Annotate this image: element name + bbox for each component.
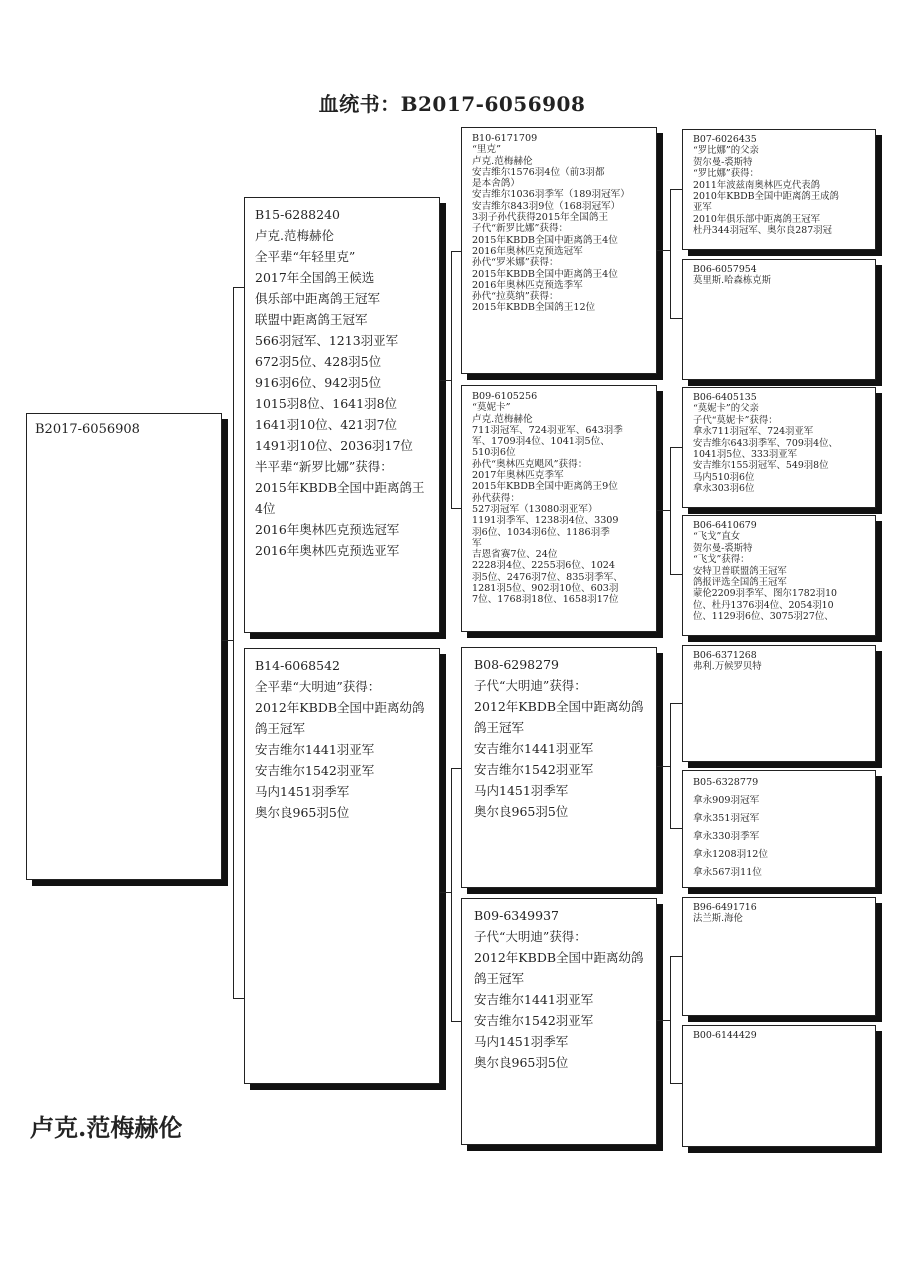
info-line: 贺尔曼-裘斯特 [693, 156, 753, 168]
info-line: 7位、1768羽18位、1658羽17位 [472, 594, 619, 606]
line-ss [657, 250, 670, 251]
info-line: 安吉维尔1542羽亚军 [474, 1013, 594, 1028]
info-line: 安吉维尔1576羽4位（前3羽都 [472, 166, 605, 178]
info-line: 鸽王冠军 [255, 721, 306, 736]
ssd-card [682, 259, 876, 380]
info-line: 2012年KBDB全国中距离幼鸽 [474, 950, 644, 965]
info-line: “莫妮卡” [472, 402, 511, 414]
info-line: 军、1709羽4位、1041羽5位、 [472, 436, 610, 448]
info-line: 安吉维尔1542羽亚军 [255, 763, 375, 778]
info-line: 马内1451羽季军 [255, 784, 350, 799]
line-sd [657, 510, 670, 511]
info-line: 子代“大明迪”获得： [474, 678, 587, 693]
ring-number: B09-6105256 [472, 391, 538, 402]
line-subject [222, 640, 233, 641]
info-line: 1641羽10位、421羽7位 [255, 417, 398, 432]
bracket-ds [670, 703, 682, 829]
info-line: 蒙伦2209羽季军、图尔1782羽10 [693, 588, 838, 600]
line-dd [657, 1020, 670, 1021]
info-line: 奥尔良965羽5位 [255, 805, 350, 820]
info-line: 3羽子孙代获得2015年全国鸽王 [472, 212, 609, 224]
info-line: 527羽冠军（13080羽亚军） [472, 503, 598, 515]
ring-number: B00-6144429 [693, 1030, 757, 1041]
info-line: 鸽王冠军 [474, 720, 525, 735]
info-line: 安吉维尔1542羽亚军 [474, 762, 594, 777]
info-line: 法兰斯.海伦 [693, 913, 743, 925]
info-line: 子代“莫妮卡”获得： [693, 414, 778, 426]
dam-dam-card [461, 898, 657, 1145]
info-line: 军 [472, 537, 482, 549]
info-line: 安特卫普联盟鸽王冠军 [693, 565, 787, 577]
info-line: 拿永1208羽12位 [693, 849, 768, 860]
ring-number: B15-6288240 [255, 207, 340, 222]
dsd-card [682, 770, 876, 888]
info-line: 672羽5位、428羽5位 [255, 354, 382, 369]
sire-dam-card [461, 385, 657, 632]
info-line: 半平辈“新罗比娜”获得： [255, 459, 393, 474]
info-line: 拿永567羽11位 [693, 867, 762, 878]
info-line: 安吉维尔643羽季军、709羽4位、 [693, 437, 838, 449]
info-line: 510羽6位 [472, 447, 516, 459]
info-line: 916羽6位、942羽5位 [255, 375, 382, 390]
info-line: “罗比娜”获得： [693, 168, 759, 180]
info-line: 2015年KBDB全国鸽王12位 [472, 302, 596, 314]
bracket-sd [670, 447, 682, 575]
info-line: 联盟中距离鸽王冠军 [255, 312, 368, 327]
info-line: 全平辈“年轻里克” [255, 249, 356, 264]
bracket-dam [451, 768, 461, 1022]
ring-number: B09-6349937 [474, 908, 559, 923]
info-line: 2017年奥林匹克季军 [472, 470, 564, 482]
info-line: “里克” [472, 144, 501, 156]
info-line: 位、1129羽6位、3075羽27位、 [693, 611, 834, 623]
info-line: 2228羽4位、2255羽6位、1024 [472, 560, 616, 572]
info-line: 位、杜丹1376羽4位、2054羽10 [693, 599, 834, 611]
ring-number: B14-6068542 [255, 658, 340, 673]
bracket-subject [233, 287, 244, 999]
ring-number: B05-6328779 [693, 777, 759, 788]
info-line: 杜丹344羽冠军、奥尔良287羽冠 [693, 225, 832, 237]
info-line: 4位 [255, 501, 276, 516]
owner-name: 卢克.范梅赫伦 [30, 1113, 183, 1142]
info-line: 2016年奥林匹克预选亚军 [255, 543, 400, 558]
info-line: “飞戈”获得： [693, 554, 750, 566]
info-line: 安吉维尔1441羽亚军 [255, 742, 375, 757]
info-line: 拿永351羽冠军 [693, 813, 760, 824]
info-line: 卢克.范梅赫伦 [472, 155, 533, 167]
info-line: 2012年KBDB全国中距离幼鸽 [474, 699, 644, 714]
ddd-card [682, 1025, 876, 1147]
bracket-dd [670, 956, 682, 1084]
info-line: “罗比娜”的父亲 [693, 145, 759, 157]
info-line: 奥尔良965羽5位 [474, 804, 569, 819]
info-line: 2015年KBDB全国中距离鸽王4位 [472, 268, 618, 280]
ring-number: B06-6405135 [693, 392, 757, 403]
dds-card [682, 897, 876, 1016]
info-line: 子代“新罗比娜”获得： [472, 223, 569, 235]
ring-number: B06-6410679 [693, 520, 757, 531]
subject-card [26, 413, 222, 880]
info-line: 吉恩省赛7位、24位 [472, 549, 558, 561]
dss-card [682, 645, 876, 762]
info-line: 1015羽8位、1641羽8位 [255, 396, 398, 411]
info-line: 卢克.范梅赫伦 [472, 413, 533, 425]
info-line: 是本舍鸽） [472, 178, 520, 190]
info-line: 弗利.万候罗贝特 [693, 661, 762, 673]
info-line: 亚军 [693, 202, 712, 214]
info-line: 2016年奥林匹克预选季军 [472, 279, 583, 291]
info-line: 孙代“罗米娜”获得： [472, 257, 559, 269]
ring-number: B07-6026435 [693, 134, 757, 145]
info-line: 安吉维尔155羽冠军、549羽8位 [693, 460, 829, 472]
info-line: 1041羽5位、333羽亚军 [693, 449, 797, 461]
ring-number: B96-6491716 [693, 902, 757, 913]
info-line: 羽5位、2476羽7位、835羽季军、 [472, 571, 623, 583]
info-line: 2010年KBDB全国中距离鸽王成鸽 [693, 191, 839, 203]
line-dam [440, 892, 451, 893]
info-line: 2015年KBDB全国中距离鸽王9位 [472, 481, 618, 493]
ring-number: B06-6057954 [693, 264, 757, 275]
info-line: 鸽报评选全国鸽王冠军 [693, 577, 787, 589]
sss-card [682, 129, 876, 250]
info-line: “飞戈”直女 [693, 531, 741, 543]
sdd-card [682, 515, 876, 636]
info-line: 2010年俱乐部中距离鸽王冠军 [693, 213, 820, 225]
ring-number: B06-6371268 [693, 650, 757, 661]
info-line: 2016年奥林匹克预选冠军 [255, 522, 400, 537]
info-line: 2016年奥林匹克预选冠军 [472, 245, 583, 257]
info-line: 马内1451羽季军 [474, 783, 569, 798]
info-line: 711羽冠军、724羽亚军、643羽季 [472, 424, 623, 436]
info-line: 2015年KBDB全国中距离鸽王4位 [472, 234, 618, 246]
info-line: 拿永330羽季军 [693, 831, 760, 842]
line-ds [657, 766, 670, 767]
info-line: 子代“大明迪”获得： [474, 929, 587, 944]
info-line: 俱乐部中距离鸽王冠军 [255, 291, 381, 306]
sds-card [682, 387, 876, 508]
info-line: 奥尔良965羽5位 [474, 1055, 569, 1070]
info-line: 全平辈“大明迪”获得： [255, 679, 381, 694]
info-line: 2017年全国鸽王候选 [255, 270, 375, 285]
info-line: 1491羽10位、2036羽17位 [255, 438, 413, 453]
info-line: 安吉维尔843羽9位（168羽冠军） [472, 200, 621, 212]
info-line: 孙代“奥林匹克飓风”获得： [472, 458, 588, 470]
ring-number: B10-6171709 [472, 133, 538, 144]
info-line: 安吉维尔1036羽季军（189羽冠军） [472, 189, 630, 201]
info-line: 安吉维尔1441羽亚军 [474, 741, 594, 756]
info-line: “莫妮卡”的父亲 [693, 403, 759, 415]
sire-sire-card [461, 127, 657, 374]
info-line: 贺尔曼-裘斯特 [693, 542, 753, 554]
info-line: 莫里斯.哈森栋克斯 [693, 275, 771, 287]
info-line: 拿永303羽6位 [693, 483, 755, 495]
dam-card [244, 648, 440, 1084]
pedigree-title: 血统书：B2017-6056908 [318, 92, 586, 116]
info-line: 拿永909羽冠军 [693, 795, 760, 806]
info-line: 1191羽季军、1238羽4位、3309 [472, 515, 619, 527]
info-line: 2012年KBDB全国中距离幼鸽 [255, 700, 425, 715]
info-line: 2011年波兹南奥林匹克代表鸽 [693, 179, 820, 191]
info-line: 卢克.范梅赫伦 [255, 228, 334, 243]
info-line: 羽6位、1034羽6位、1186羽季 [472, 526, 610, 538]
info-line: 孙代获得： [472, 492, 520, 504]
info-line: 2015年KBDB全国中距离鸽王 [255, 480, 425, 495]
dam-sire-card [461, 647, 657, 888]
sire-card [244, 197, 440, 633]
info-line: 566羽冠军、1213羽亚军 [255, 333, 399, 348]
info-line: 鸽王冠军 [474, 971, 525, 986]
info-line: 孙代“拉莫纳”获得： [472, 291, 559, 303]
bracket-sire [451, 251, 461, 509]
line-sire [440, 380, 451, 381]
info-line: 马内510羽6位 [693, 471, 755, 483]
subject-ring: B2017-6056908 [35, 422, 140, 437]
info-line: 安吉维尔1441羽亚军 [474, 992, 594, 1007]
ring-number: B08-6298279 [474, 657, 559, 672]
info-line: 1281羽5位、902羽10位、603羽 [472, 583, 619, 595]
info-line: 拿永711羽冠军、724羽亚军 [693, 426, 814, 438]
bracket-ss [670, 189, 682, 319]
info-line: 马内1451羽季军 [474, 1034, 569, 1049]
